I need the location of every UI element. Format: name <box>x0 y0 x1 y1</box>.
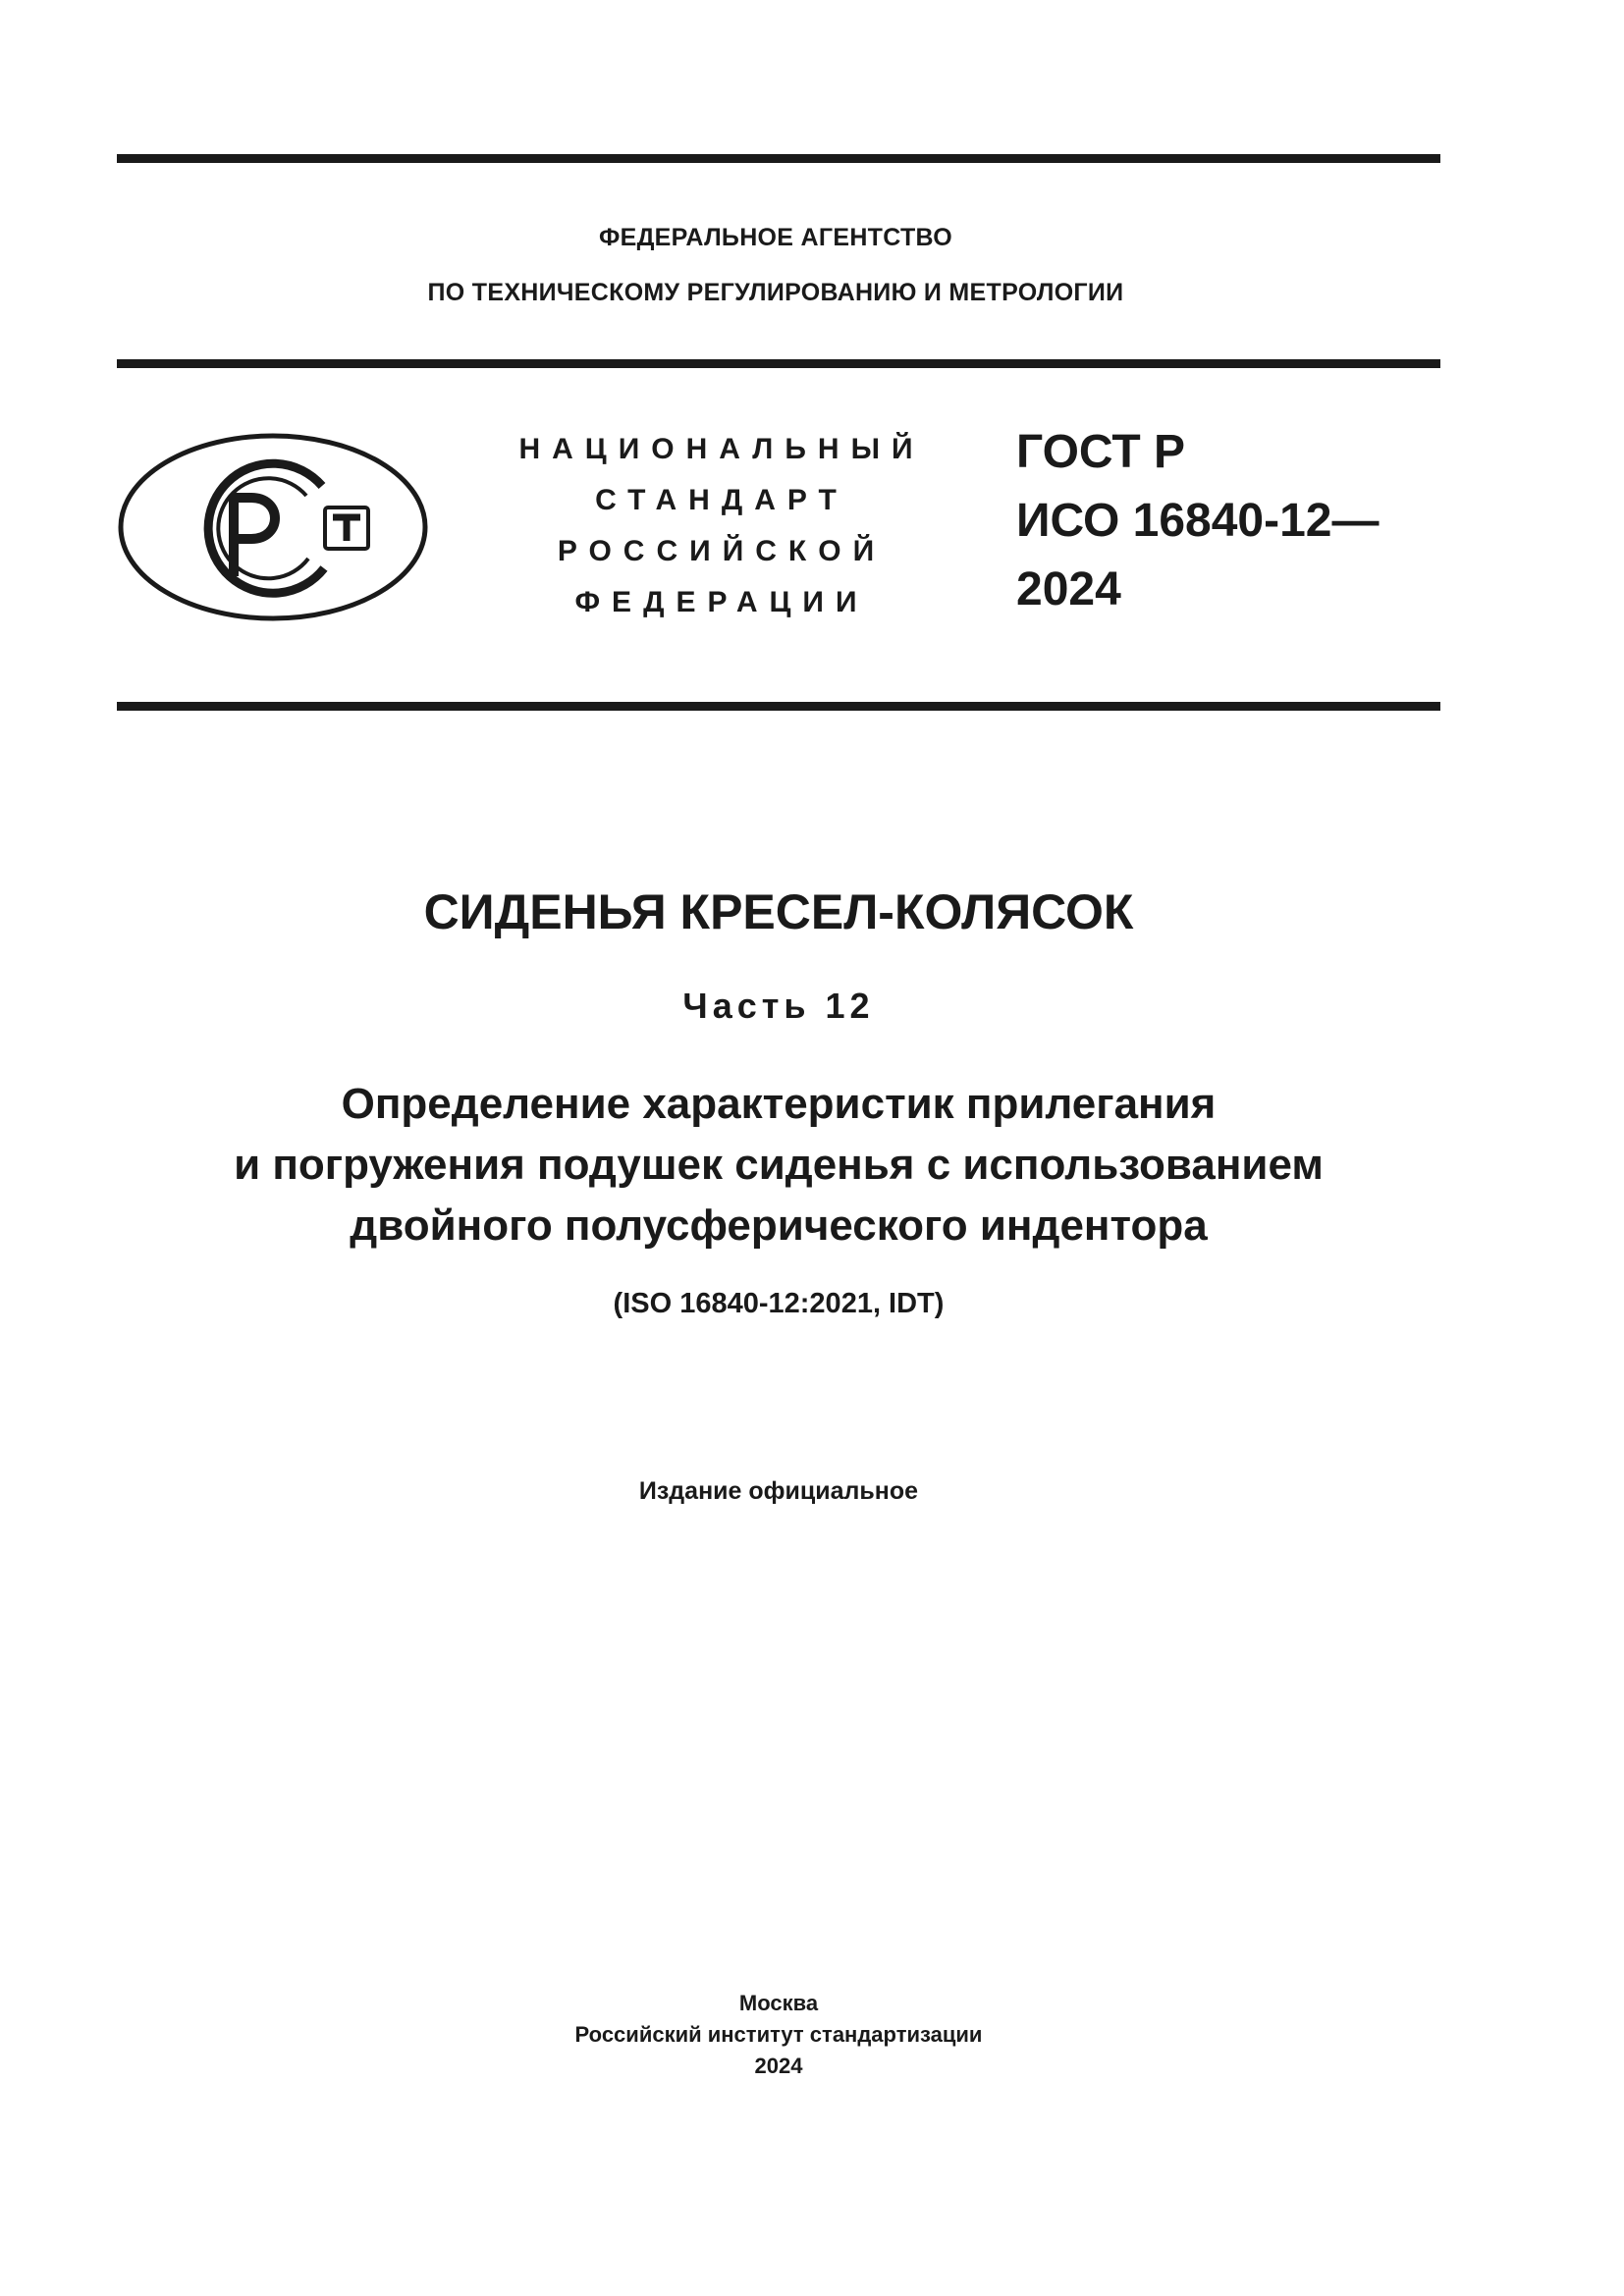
subtitle-line-3: двойного полусферического индентора <box>350 1201 1208 1250</box>
national-standard-label <box>511 424 933 628</box>
national-standard-line-2: СТАНДАРТ <box>595 484 848 516</box>
iso-reference: (ISO 16840-12:2021, IDT) <box>613 1288 945 1319</box>
designation-line-3: 2024 <box>1016 563 1121 615</box>
footer-year: 2024 <box>754 2054 803 2078</box>
designation-line-1: ГОСТ Р <box>1016 426 1186 478</box>
footer-city: Москва <box>738 1991 819 2015</box>
national-standard-line-3: РОССИЙСКОЙ <box>557 535 887 567</box>
footer-publisher: Российский институт стандартизации <box>574 2022 983 2047</box>
rst-logo-icon <box>116 429 430 625</box>
national-standard-line-1: НАЦИОНАЛЬНЫЙ <box>518 433 925 465</box>
document-subtitle <box>0 1074 1557 1256</box>
header-rule <box>117 359 1440 368</box>
publication-footer <box>0 1988 1557 2082</box>
subtitle-line-1: Определение характеристик прилегания <box>341 1080 1217 1128</box>
document-title: СИДЕНЬЯ КРЕСЕЛ-КОЛЯСОК <box>423 884 1134 939</box>
bottom-rule <box>117 702 1440 711</box>
agency-line-1: ФЕДЕРАЛЬНОЕ АГЕНТСТВО <box>598 224 953 251</box>
edition-label: Издание официальное <box>638 1477 919 1505</box>
agency-line-2: ПО ТЕХНИЧЕСКОМУ РЕГУЛИРОВАНИЮ И МЕТРОЛОГИИ <box>427 279 1124 306</box>
standard-designation <box>1016 418 1380 624</box>
top-rule <box>117 154 1440 163</box>
national-standard-line-4: ФЕДЕРАЦИИ <box>574 586 869 618</box>
part-number: Часть 12 <box>682 986 875 1026</box>
designation-line-2: ИСО 16840-12— <box>1016 495 1380 547</box>
subtitle-line-2: и погружения подушек сиденья с использованием <box>234 1141 1324 1189</box>
